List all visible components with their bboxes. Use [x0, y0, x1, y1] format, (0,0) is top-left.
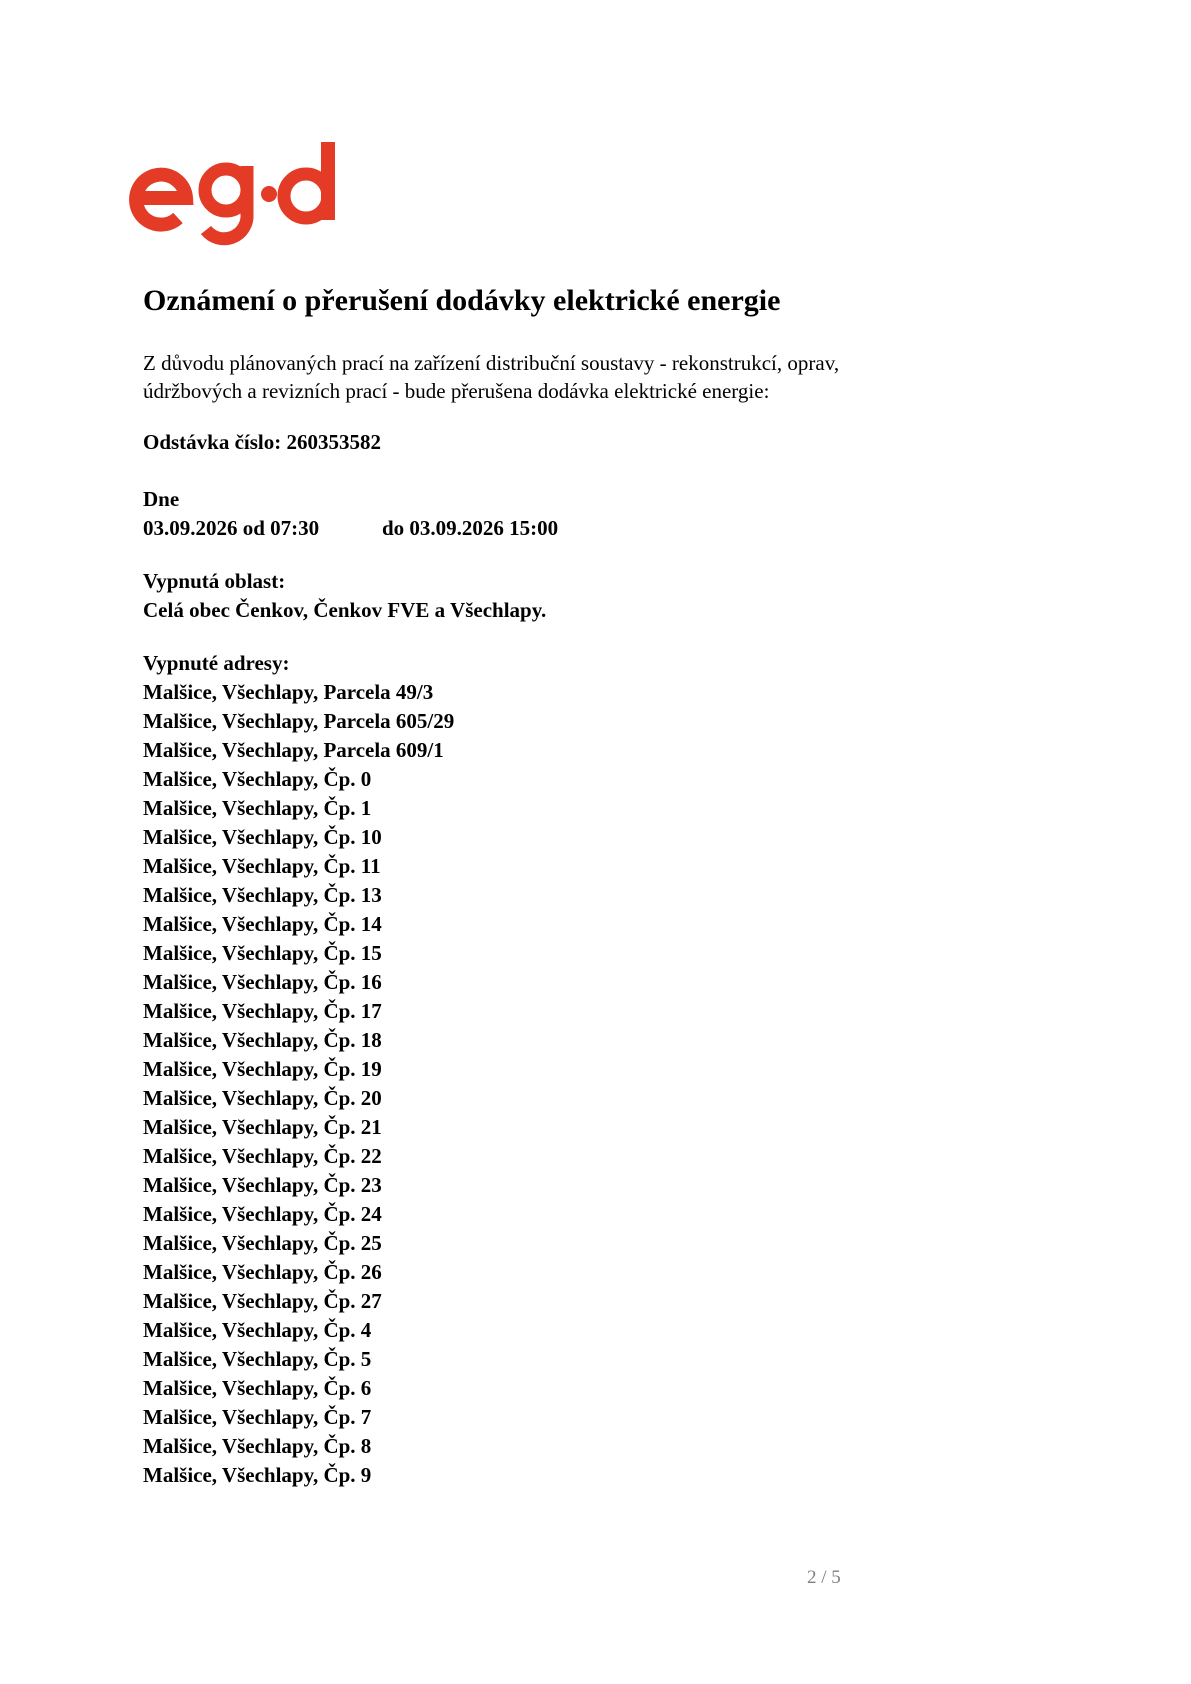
address-list — [143, 678, 1043, 1490]
area-value: Celá obec Čenkov, Čenkov FVE a Všechlapy. — [143, 598, 547, 622]
address-item: Malšice, Všechlapy, Čp. 5 — [143, 1347, 372, 1371]
address-item: Malšice, Všechlapy, Čp. 15 — [143, 941, 382, 965]
address-item: Malšice, Všechlapy, Čp. 19 — [143, 1057, 382, 1081]
date-to: do 03.09.2026 15:00 — [382, 516, 559, 540]
page-number: 2 / 5 — [807, 1567, 841, 1588]
date-section — [143, 485, 1043, 543]
date-from: 03.09.2026 od 07:30 — [143, 516, 320, 540]
address-item: Malšice, Všechlapy, Čp. 16 — [143, 970, 382, 994]
address-item: Malšice, Všechlapy, Čp. 1 — [143, 796, 372, 820]
egd-logo — [128, 140, 346, 248]
address-item: Malšice, Všechlapy, Čp. 17 — [143, 999, 382, 1023]
address-item: Malšice, Všechlapy, Čp. 11 — [143, 854, 381, 878]
area-section — [143, 567, 1043, 625]
address-item: Malšice, Všechlapy, Parcela 605/29 — [143, 709, 455, 733]
address-item: Malšice, Všechlapy, Parcela 609/1 — [143, 738, 444, 762]
area-label: Vypnutá oblast: — [143, 569, 286, 593]
address-item: Malšice, Všechlapy, Čp. 22 — [143, 1144, 382, 1168]
address-item: Malšice, Všechlapy, Čp. 20 — [143, 1086, 382, 1110]
address-item: Malšice, Všechlapy, Čp. 6 — [143, 1376, 372, 1400]
intro-line-2: údržbových a revizních prací - bude přerušena dodávka elektrické energie: — [143, 379, 770, 403]
addresses-section — [143, 649, 1043, 1490]
address-item: Malšice, Všechlapy, Čp. 21 — [143, 1115, 382, 1139]
address-item: Malšice, Všechlapy, Čp. 10 — [143, 825, 382, 849]
address-item: Malšice, Všechlapy, Čp. 26 — [143, 1260, 382, 1284]
address-item: Malšice, Všechlapy, Čp. 23 — [143, 1173, 382, 1197]
address-item: Malšice, Všechlapy, Čp. 24 — [143, 1202, 382, 1226]
address-item: Malšice, Všechlapy, Čp. 9 — [143, 1463, 372, 1487]
address-item: Malšice, Všechlapy, Čp. 13 — [143, 883, 382, 907]
address-item: Malšice, Všechlapy, Čp. 7 — [143, 1405, 372, 1429]
intro-line-1: Z důvodu plánovaných prací na zařízení distribuční soustavy - rekonstrukcí, oprav, — [143, 351, 840, 375]
address-item: Malšice, Všechlapy, Čp. 8 — [143, 1434, 372, 1458]
notice-title: Oznámení o přerušení dodávky elektrické energie — [143, 284, 781, 317]
address-item: Malšice, Všechlapy, Čp. 25 — [143, 1231, 382, 1255]
address-item: Malšice, Všechlapy, Čp. 14 — [143, 912, 382, 936]
date-range — [143, 514, 1043, 543]
date-label: Dne — [143, 487, 180, 511]
intro-paragraph — [143, 349, 1043, 405]
address-item: Malšice, Všechlapy, Čp. 27 — [143, 1289, 382, 1313]
address-item: Malšice, Všechlapy, Čp. 4 — [143, 1318, 372, 1342]
address-item: Malšice, Všechlapy, Čp. 0 — [143, 767, 372, 791]
logo-letter-e — [136, 175, 186, 225]
logo-dot — [261, 186, 277, 202]
addresses-label: Vypnuté adresy: — [143, 651, 290, 675]
address-item: Malšice, Všechlapy, Parcela 49/3 — [143, 680, 434, 704]
address-item: Malšice, Všechlapy, Čp. 18 — [143, 1028, 382, 1052]
outage-number: Odstávka číslo: 260353582 — [143, 430, 382, 454]
notice-content — [143, 281, 1043, 1490]
